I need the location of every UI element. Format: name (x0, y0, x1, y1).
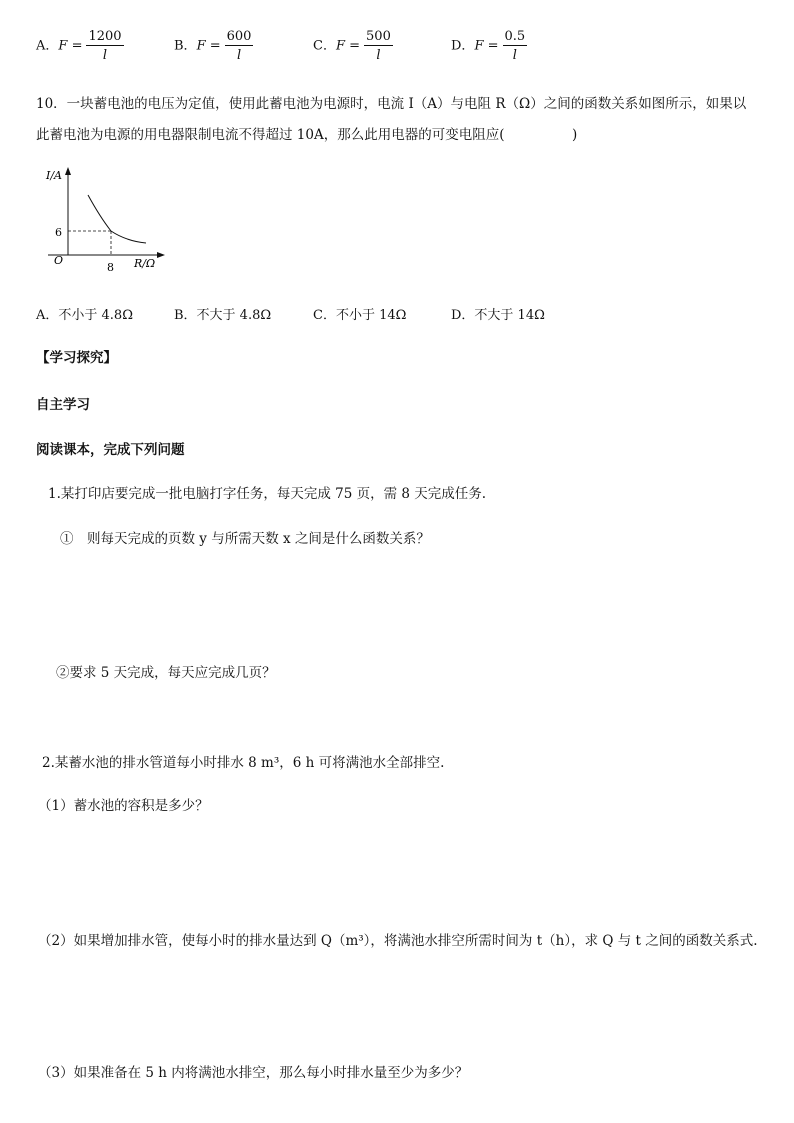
fraction-denominator: l (102, 48, 108, 63)
equals-sign: = (487, 38, 499, 54)
equals-sign: = (71, 38, 83, 54)
y-tick-label: 6 (55, 226, 62, 239)
y-axis-arrow (65, 167, 71, 175)
q10-option-c: C．不小于 14Ω (313, 308, 407, 323)
q10-line-1: 10．一块蓄电池的电压为定值，使用此蓄电池为电源时，电流 I（A）与电阻 R（Ω）之间的函数关系如图所示，如果以 (36, 96, 747, 112)
x-axis-arrow (157, 252, 165, 258)
q10-option-a: A．不小于 4.8Ω (36, 308, 133, 323)
formula-variable: F (335, 38, 345, 54)
q9-option-a (36, 30, 124, 62)
q9-option-b (174, 30, 253, 62)
problem-2-sub-3: （3）如果准备在 5 h 内将满池水排空，那么每小时排水量至少为多少？ (38, 1065, 469, 1081)
subsection-title: 自主学习 (36, 397, 90, 413)
y-axis-label: I/A (46, 169, 62, 182)
problem-2-sub-1: （1）蓄水池的容积是多少？ (38, 798, 209, 814)
section-title: 【学习探究】 (36, 350, 117, 366)
option-letter: B． (174, 38, 197, 54)
formula-variable: F (196, 38, 206, 54)
instruction-heading: 阅读课本，完成下列问题 (36, 442, 185, 458)
fraction-numerator: 0.5 (504, 29, 526, 44)
formula-variable: F (474, 38, 484, 54)
fraction (86, 30, 123, 62)
fraction-numerator: 600 (226, 29, 252, 44)
fraction-denominator: l (236, 48, 242, 63)
q10-graph (36, 165, 176, 277)
q9-option-c (313, 30, 393, 62)
fraction-numerator: 1200 (88, 29, 122, 44)
x-axis-label: R/Ω (134, 257, 156, 270)
problem-1-sub-2: ②要求 5 天完成，每天应完成几页？ (56, 665, 276, 681)
origin-label: O (54, 254, 64, 267)
q10-line-2: 此蓄电池为电源的用电器限制电流不得超过 10A，那么此用电器的可变电阻应( ) (36, 127, 578, 143)
fraction (225, 30, 254, 62)
q9-option-d (451, 30, 527, 62)
problem-1-stem: 1.某打印店要完成一批电脑打字任务，每天完成 75 页，需 8 天完成任务. (48, 486, 487, 502)
x-tick-label: 8 (107, 261, 114, 274)
option-letter: C． (313, 38, 336, 54)
option-letter: A． (36, 38, 59, 54)
q10-option-b: B．不大于 4.8Ω (174, 308, 272, 323)
problem-2-stem: 2.某蓄水池的排水管道每小时排水 8 m³，6 h 可将满池水全部排空. (42, 755, 445, 771)
problem-1-sub-1: ① 则每天完成的页数 y 与所需天数 x 之间是什么函数关系？ (60, 531, 430, 547)
fraction-denominator: l (376, 48, 381, 63)
equals-sign: = (209, 38, 221, 54)
fraction-numerator: 500 (366, 29, 391, 44)
fraction (503, 30, 528, 62)
q10-option-d: D．不大于 14Ω (451, 308, 545, 323)
fraction (364, 30, 393, 62)
equals-sign: = (349, 38, 361, 54)
fraction-denominator: l (512, 48, 517, 63)
option-letter: D． (451, 38, 475, 54)
graph-curve (88, 195, 146, 243)
problem-2-sub-2: （2）如果增加排水管，使每小时的排水量达到 Q（m³），将满池水排空所需时间为 t（h），求 Q 与 t 之间的函数关系式. (38, 933, 758, 949)
formula-variable: F (58, 38, 68, 54)
